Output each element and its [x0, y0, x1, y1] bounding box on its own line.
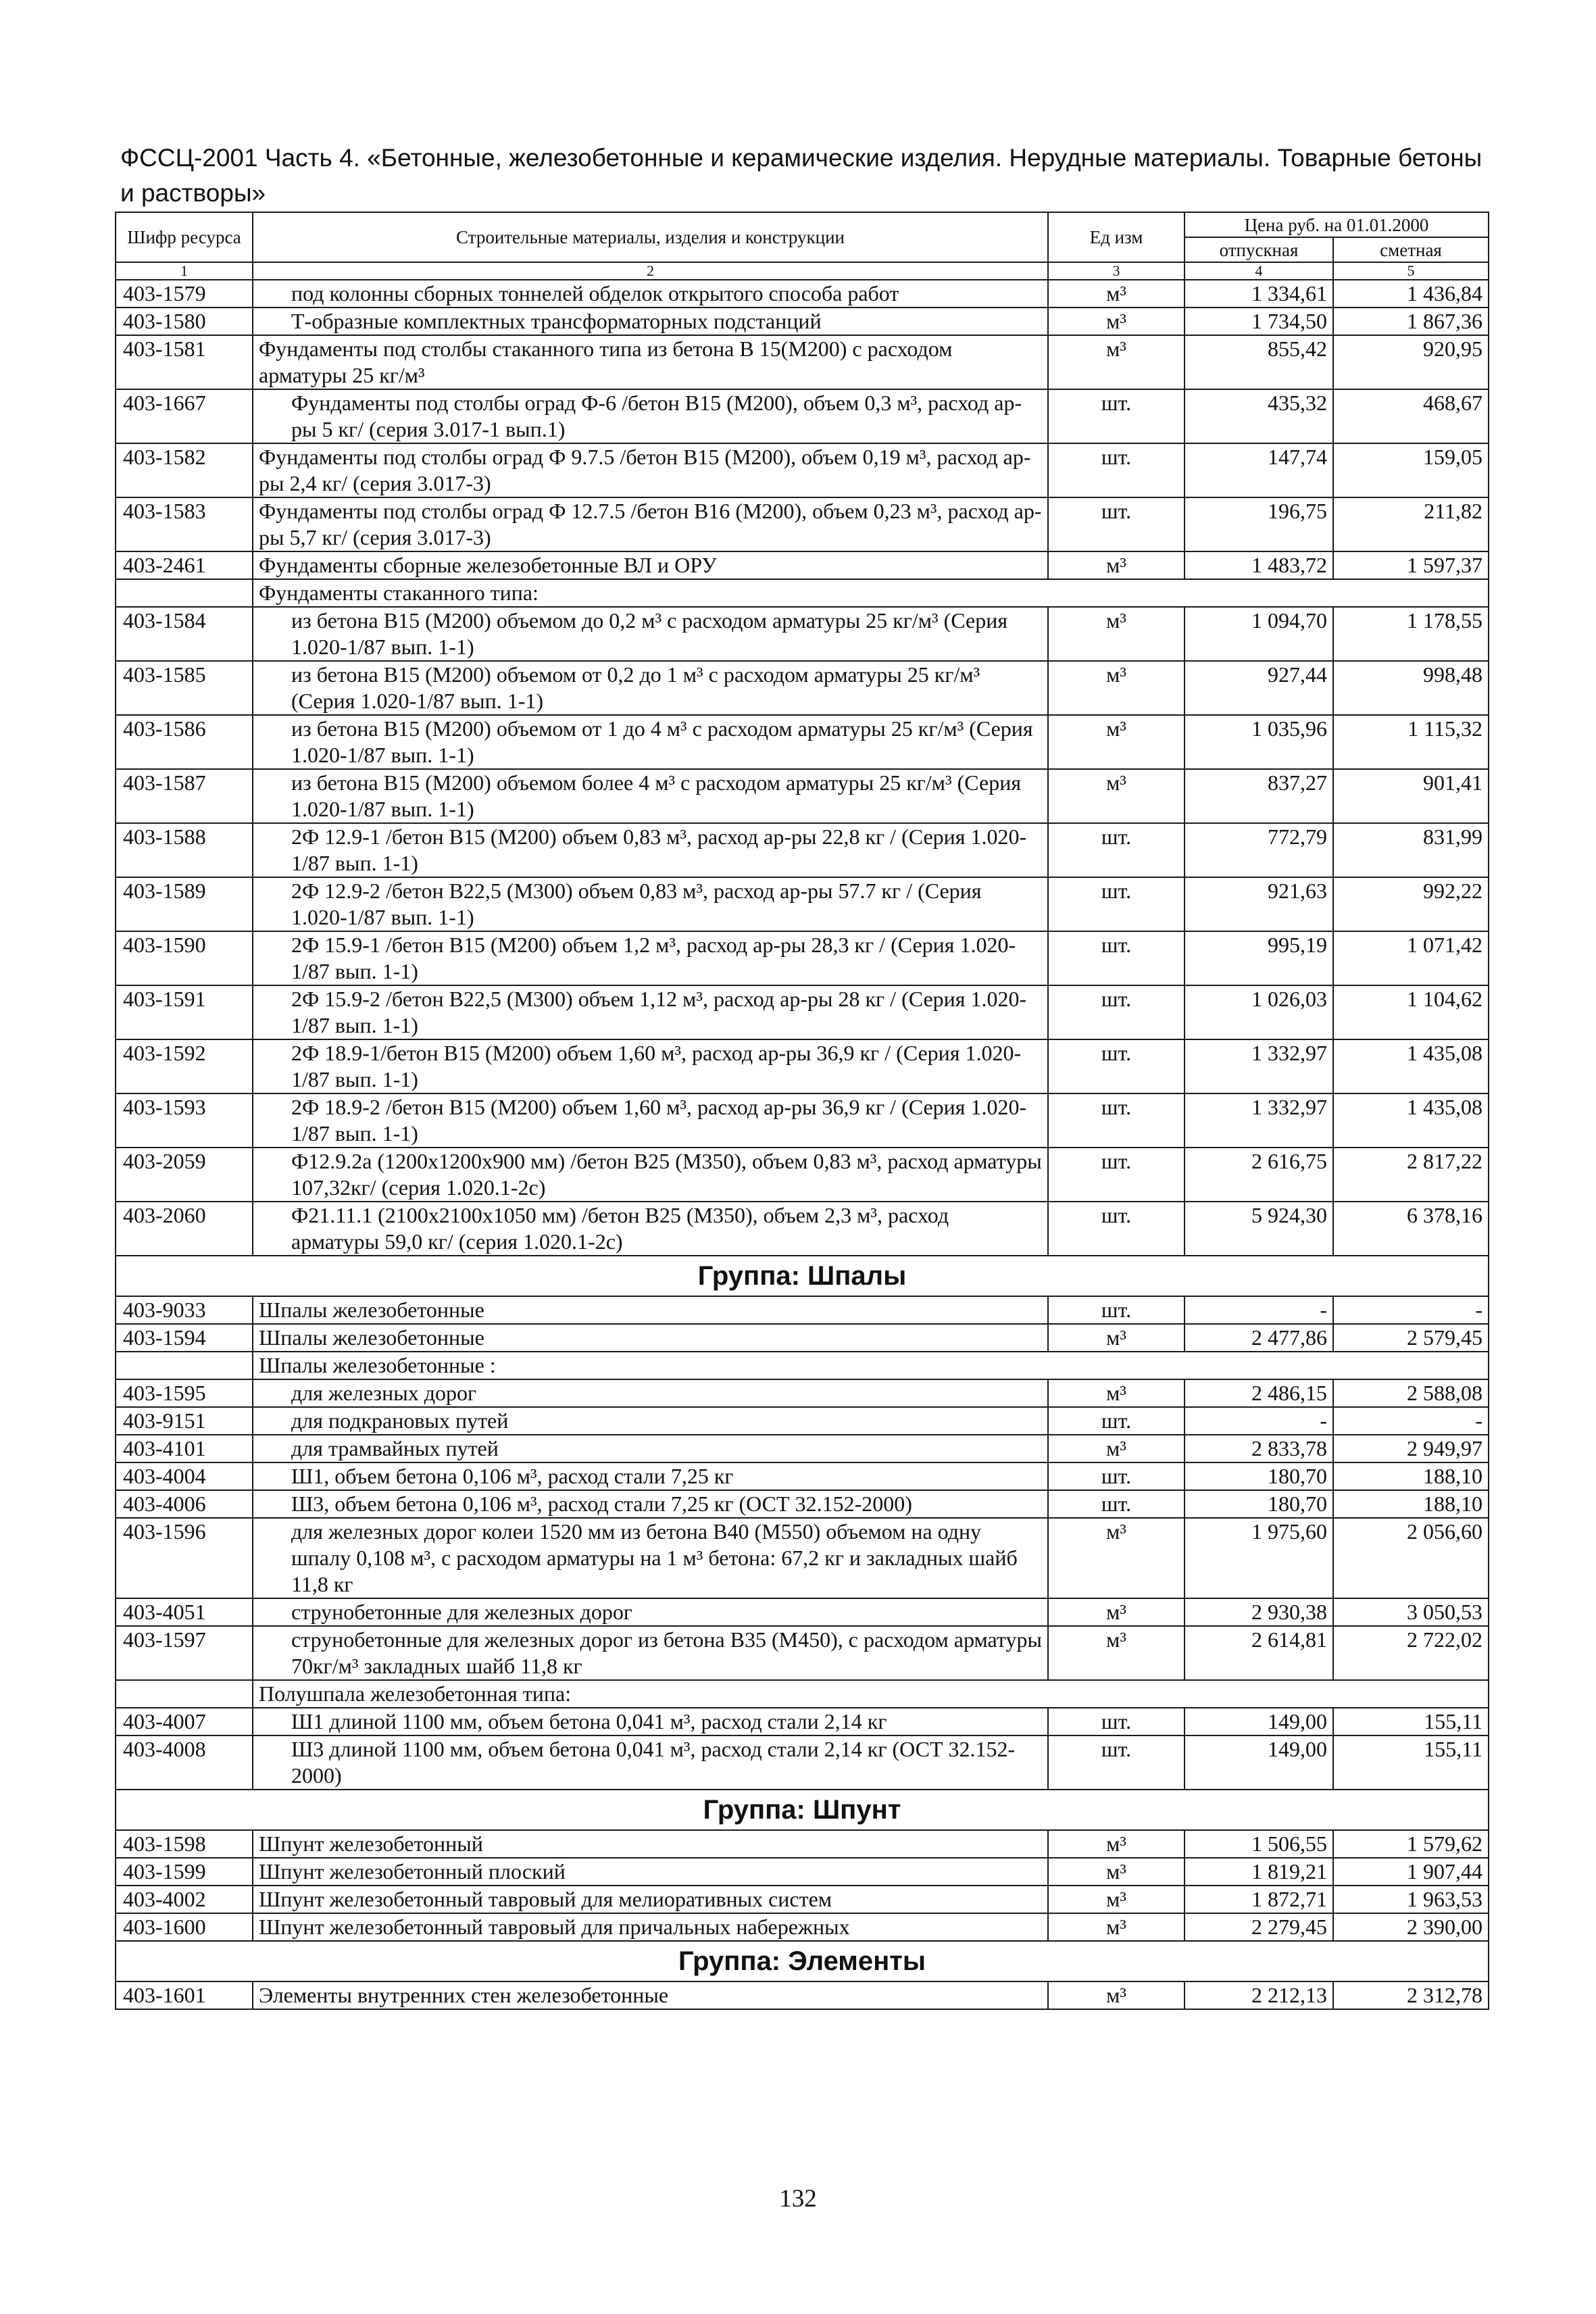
resource-code-cell: 403-1593: [116, 1093, 253, 1148]
resource-code-cell: 403-4007: [116, 1708, 253, 1736]
resource-code-cell: 403-1594: [116, 1324, 253, 1352]
material-name-cell: Ш3 длиной 1100 мм, объем бетона 0,041 м³, расход стали 2,14 кг (ОСТ 32.152-2000): [253, 1736, 1048, 1790]
group-heading: Группа: Шпалы: [116, 1256, 1489, 1296]
material-name-cell: Шпалы железобетонные: [253, 1324, 1048, 1352]
unit-cell: м³: [1048, 1913, 1184, 1941]
table-row: [116, 1039, 1489, 1093]
estimate-price-cell: 211,82: [1333, 497, 1489, 551]
subheading-row: [116, 579, 1489, 607]
estimate-price-cell: 6 378,16: [1333, 1202, 1489, 1256]
resource-code-cell: 403-1600: [116, 1913, 253, 1941]
unit-cell: м³: [1048, 607, 1184, 661]
estimate-price-cell: 1 597,37: [1333, 551, 1489, 579]
wholesale-price-cell: -: [1184, 1407, 1333, 1435]
unit-cell: шт.: [1048, 389, 1184, 443]
wholesale-price-cell: 2 212,13: [1184, 1981, 1333, 2009]
estimate-price-cell: 920,95: [1333, 335, 1489, 389]
material-name-cell: Шпунт железобетонный тавровый для мелиоративных систем: [253, 1886, 1048, 1913]
resource-code-cell: 403-1581: [116, 335, 253, 389]
table-row: [116, 1490, 1489, 1518]
subheading-text: Шпалы железобетонные :: [253, 1352, 1489, 1379]
material-name-cell: 2Ф 15.9-1 /бетон В15 (М200) объем 1,2 м³, расход ар-ры 28,3 кг / (Серия 1.020-1/87 вып. 1-1): [253, 931, 1048, 985]
unit-cell: м³: [1048, 1886, 1184, 1913]
resource-code-cell: 403-4051: [116, 1598, 253, 1626]
wholesale-price-cell: 1 332,97: [1184, 1093, 1333, 1148]
estimate-price-cell: 155,11: [1333, 1736, 1489, 1790]
wholesale-price-cell: 196,75: [1184, 497, 1333, 551]
estimate-price-cell: 901,41: [1333, 769, 1489, 823]
subheading-row: [116, 1352, 1489, 1379]
unit-cell: шт.: [1048, 877, 1184, 931]
resource-code-cell: 403-1580: [116, 307, 253, 335]
unit-cell: шт.: [1048, 443, 1184, 497]
wholesale-price-cell: 2 833,78: [1184, 1435, 1333, 1462]
unit-cell: шт.: [1048, 1462, 1184, 1490]
resource-code-cell: 403-4004: [116, 1462, 253, 1490]
estimate-price-cell: 1 115,32: [1333, 715, 1489, 769]
estimate-price-cell: 1 907,44: [1333, 1858, 1489, 1886]
resource-code-cell: 403-1598: [116, 1830, 253, 1858]
table-row: [116, 1626, 1489, 1680]
material-name-cell: Шпунт железобетонный плоский: [253, 1858, 1048, 1886]
table-row: [116, 443, 1489, 497]
table-body: [116, 280, 1489, 2009]
material-name-cell: для железных дорог: [253, 1379, 1048, 1407]
estimate-price-cell: 992,22: [1333, 877, 1489, 931]
estimate-price-cell: 2 722,02: [1333, 1626, 1489, 1680]
unit-cell: м³: [1048, 1858, 1184, 1886]
header-wholesale: отпускная: [1184, 237, 1333, 262]
resource-code-cell: 403-1588: [116, 823, 253, 877]
unit-cell: шт.: [1048, 1736, 1184, 1790]
unit-cell: м³: [1048, 280, 1184, 307]
price-table: [115, 212, 1489, 2010]
material-name-cell: из бетона В15 (М200) объемом от 1 до 4 м³ с расходом арматуры 25 кг/м³ (Серия 1.020-1/87 вып. 1-1): [253, 715, 1048, 769]
unit-cell: шт.: [1048, 1093, 1184, 1148]
table-row: [116, 607, 1489, 661]
unit-cell: м³: [1048, 661, 1184, 715]
estimate-price-cell: 1 104,62: [1333, 985, 1489, 1039]
table-row: [116, 1830, 1489, 1858]
resource-code-cell: 403-1585: [116, 661, 253, 715]
wholesale-price-cell: 927,44: [1184, 661, 1333, 715]
material-name-cell: из бетона В15 (М200) объемом до 0,2 м³ с расходом арматуры 25 кг/м³ (Серия 1.020-1/87 вып. 1-1): [253, 607, 1048, 661]
material-name-cell: из бетона В15 (М200) объемом более 4 м³ с расходом арматуры 25 кг/м³ (Серия 1.020-1/87 вып. 1-1): [253, 769, 1048, 823]
wholesale-price-cell: 995,19: [1184, 931, 1333, 985]
subheading-row: [116, 1680, 1489, 1708]
table-row: [116, 280, 1489, 307]
resource-code-cell: 403-1597: [116, 1626, 253, 1680]
unit-cell: м³: [1048, 1626, 1184, 1680]
table-row: [116, 389, 1489, 443]
material-name-cell: для трамвайных путей: [253, 1435, 1048, 1462]
unit-cell: шт.: [1048, 931, 1184, 985]
material-name-cell: Шпалы железобетонные: [253, 1296, 1048, 1324]
unit-cell: м³: [1048, 1981, 1184, 2009]
wholesale-price-cell: 5 924,30: [1184, 1202, 1333, 1256]
table-row: [116, 661, 1489, 715]
unit-cell: м³: [1048, 769, 1184, 823]
unit-cell: м³: [1048, 1518, 1184, 1598]
table-row: [116, 1202, 1489, 1256]
table-row: [116, 823, 1489, 877]
resource-code-cell: 403-2060: [116, 1202, 253, 1256]
wholesale-price-cell: 2 486,15: [1184, 1379, 1333, 1407]
estimate-price-cell: -: [1333, 1407, 1489, 1435]
resource-code-cell: 403-1599: [116, 1858, 253, 1886]
wholesale-price-cell: 1 819,21: [1184, 1858, 1333, 1886]
table-row: [116, 1858, 1489, 1886]
group-heading-row: [116, 1790, 1489, 1830]
resource-code-cell: 403-1601: [116, 1981, 253, 2009]
estimate-price-cell: 2 949,97: [1333, 1435, 1489, 1462]
estimate-price-cell: 2 390,00: [1333, 1913, 1489, 1941]
resource-code-cell: 403-1596: [116, 1518, 253, 1598]
table-row: [116, 1518, 1489, 1598]
table-row: [116, 1462, 1489, 1490]
resource-code-cell: 403-1590: [116, 931, 253, 985]
material-name-cell: под колонны сборных тоннелей обделок открытого способа работ: [253, 280, 1048, 307]
material-name-cell: Ш3, объем бетона 0,106 м³, расход стали 7,25 кг (ОСТ 32.152-2000): [253, 1490, 1048, 1518]
material-name-cell: Элементы внутренних стен железобетонные: [253, 1981, 1048, 2009]
unit-cell: м³: [1048, 715, 1184, 769]
table-row: [116, 877, 1489, 931]
table-row: [116, 931, 1489, 985]
resource-code-cell: 403-1579: [116, 280, 253, 307]
wholesale-price-cell: 1 734,50: [1184, 307, 1333, 335]
wholesale-price-cell: 1 334,61: [1184, 280, 1333, 307]
wholesale-price-cell: 1 026,03: [1184, 985, 1333, 1039]
table-row: [116, 307, 1489, 335]
table-row: [116, 1296, 1489, 1324]
wholesale-price-cell: 149,00: [1184, 1708, 1333, 1736]
estimate-price-cell: 1 579,62: [1333, 1830, 1489, 1858]
unit-cell: шт.: [1048, 1490, 1184, 1518]
table-row: [116, 1379, 1489, 1407]
material-name-cell: 2Ф 15.9-2 /бетон В22,5 (М300) объем 1,12 м³, расход ар-ры 28 кг / (Серия 1.020-1/87 вып. 1-1): [253, 985, 1048, 1039]
material-name-cell: Шпунт железобетонный тавровый для причальных набережных: [253, 1913, 1048, 1941]
empty-cell: [116, 1680, 253, 1708]
wholesale-price-cell: 1 975,60: [1184, 1518, 1333, 1598]
unit-cell: шт.: [1048, 823, 1184, 877]
header-code: Шифр ресурса: [116, 212, 253, 262]
material-name-cell: для подкрановых путей: [253, 1407, 1048, 1435]
wholesale-price-cell: 1 506,55: [1184, 1830, 1333, 1858]
table-row: [116, 769, 1489, 823]
wholesale-price-cell: 855,42: [1184, 335, 1333, 389]
wholesale-price-cell: 772,79: [1184, 823, 1333, 877]
empty-cell: [116, 579, 253, 607]
unit-cell: шт.: [1048, 1202, 1184, 1256]
resource-code-cell: 403-1582: [116, 443, 253, 497]
material-name-cell: Фундаменты под столбы стаканного типа из бетона В 15(М200) с расходом арматуры 25 кг/м³: [253, 335, 1048, 389]
unit-cell: шт.: [1048, 1407, 1184, 1435]
table-row: [116, 1981, 1489, 2009]
material-name-cell: Ш1 длиной 1100 мм, объем бетона 0,041 м³, расход стали 2,14 кг: [253, 1708, 1048, 1736]
header-price: Цена руб. на 01.01.2000: [1184, 212, 1489, 237]
estimate-price-cell: 188,10: [1333, 1490, 1489, 1518]
estimate-price-cell: 1 071,42: [1333, 931, 1489, 985]
group-heading: Группа: Элементы: [116, 1941, 1489, 1981]
wholesale-price-cell: 2 930,38: [1184, 1598, 1333, 1626]
unit-cell: м³: [1048, 551, 1184, 579]
estimate-price-cell: 1 435,08: [1333, 1039, 1489, 1093]
group-heading-row: [116, 1941, 1489, 1981]
estimate-price-cell: 998,48: [1333, 661, 1489, 715]
table-row: [116, 1598, 1489, 1626]
resource-code-cell: 403-4008: [116, 1736, 253, 1790]
estimate-price-cell: 188,10: [1333, 1462, 1489, 1490]
page-number: 132: [779, 2185, 817, 2213]
resource-code-cell: 403-1667: [116, 389, 253, 443]
wholesale-price-cell: 837,27: [1184, 769, 1333, 823]
material-name-cell: Фундаменты под столбы оград Ф 12.7.5 /бетон В16 (М200), объем 0,23 м³, расход ар-ры 5,7 кг/ (серия 3.017-3): [253, 497, 1048, 551]
resource-code-cell: 403-1586: [116, 715, 253, 769]
material-name-cell: Ф21.11.1 (2100х2100х1050 мм) /бетон В25 (М350), объем 2,3 м³, расход арматуры 59,0 кг/ (серия 1.020.1-2с): [253, 1202, 1048, 1256]
table-row: [116, 335, 1489, 389]
estimate-price-cell: 2 579,45: [1333, 1324, 1489, 1352]
estimate-price-cell: 1 435,08: [1333, 1093, 1489, 1148]
material-name-cell: Шпунт железобетонный: [253, 1830, 1048, 1858]
estimate-price-cell: 1 867,36: [1333, 307, 1489, 335]
wholesale-price-cell: 180,70: [1184, 1462, 1333, 1490]
material-name-cell: Фундаменты сборные железобетонные ВЛ и ОРУ: [253, 551, 1048, 579]
table-row: [116, 1407, 1489, 1435]
estimate-price-cell: 1 963,53: [1333, 1886, 1489, 1913]
table-row: [116, 1148, 1489, 1202]
table-row: [116, 497, 1489, 551]
estimate-price-cell: 1 178,55: [1333, 607, 1489, 661]
table-row: [116, 1708, 1489, 1736]
empty-cell: [116, 1352, 253, 1379]
table-row: [116, 1324, 1489, 1352]
estimate-price-cell: 159,05: [1333, 443, 1489, 497]
unit-cell: м³: [1048, 1324, 1184, 1352]
estimate-price-cell: 2 312,78: [1333, 1981, 1489, 2009]
estimate-price-cell: 1 436,84: [1333, 280, 1489, 307]
unit-cell: шт.: [1048, 1708, 1184, 1736]
wholesale-price-cell: 149,00: [1184, 1736, 1333, 1790]
material-name-cell: из бетона В15 (М200) объемом от 0,2 до 1 м³ с расходом арматуры 25 кг/м³ (Серия 1.020-1/87 вып. 1-1): [253, 661, 1048, 715]
estimate-price-cell: 2 056,60: [1333, 1518, 1489, 1598]
resource-code-cell: 403-4006: [116, 1490, 253, 1518]
header-unit: Ед изм: [1048, 212, 1184, 262]
resource-code-cell: 403-9033: [116, 1296, 253, 1324]
estimate-price-cell: 155,11: [1333, 1708, 1489, 1736]
unit-cell: м³: [1048, 335, 1184, 389]
unit-cell: шт.: [1048, 1296, 1184, 1324]
subheading-text: Фундаменты стаканного типа:: [253, 579, 1489, 607]
unit-cell: м³: [1048, 1435, 1184, 1462]
wholesale-price-cell: 2 616,75: [1184, 1148, 1333, 1202]
wholesale-price-cell: 2 279,45: [1184, 1913, 1333, 1941]
estimate-price-cell: 2 817,22: [1333, 1148, 1489, 1202]
subheading-text: Полушпала железобетонная типа:: [253, 1680, 1489, 1708]
table-row: [116, 1886, 1489, 1913]
material-name-cell: 2Ф 18.9-2 /бетон В15 (М200) объем 1,60 м³, расход ар-ры 36,9 кг / (Серия 1.020-1/87 вып. 1-1): [253, 1093, 1048, 1148]
wholesale-price-cell: 1 483,72: [1184, 551, 1333, 579]
unit-cell: шт.: [1048, 1148, 1184, 1202]
material-name-cell: 2Ф 12.9-1 /бетон В15 (М200) объем 0,83 м³, расход ар-ры 22,8 кг / (Серия 1.020-1/87 вып. 1-1): [253, 823, 1048, 877]
material-name-cell: Т-образные комплектных трансформаторных подстанций: [253, 307, 1048, 335]
header-col-number: 5: [1333, 262, 1489, 280]
header-name: Строительные материалы, изделия и конструкции: [253, 212, 1048, 262]
wholesale-price-cell: 1 332,97: [1184, 1039, 1333, 1093]
group-heading-row: [116, 1256, 1489, 1296]
header-col-number: 2: [253, 262, 1048, 280]
wholesale-price-cell: 1 094,70: [1184, 607, 1333, 661]
material-name-cell: струнобетонные для железных дорог из бетона В35 (М450), с расходом арматуры 70кг/м³ закладных шайб 11,8 кг: [253, 1626, 1048, 1680]
material-name-cell: струнобетонные для железных дорог: [253, 1598, 1048, 1626]
wholesale-price-cell: 180,70: [1184, 1490, 1333, 1518]
wholesale-price-cell: -: [1184, 1296, 1333, 1324]
wholesale-price-cell: 2 477,86: [1184, 1324, 1333, 1352]
header-estimate: сметная: [1333, 237, 1489, 262]
estimate-price-cell: 3 050,53: [1333, 1598, 1489, 1626]
table-row: [116, 1435, 1489, 1462]
wholesale-price-cell: 1 035,96: [1184, 715, 1333, 769]
wholesale-price-cell: 1 872,71: [1184, 1886, 1333, 1913]
wholesale-price-cell: 435,32: [1184, 389, 1333, 443]
table-row: [116, 1093, 1489, 1148]
resource-code-cell: 403-9151: [116, 1407, 253, 1435]
unit-cell: м³: [1048, 1379, 1184, 1407]
unit-cell: м³: [1048, 1598, 1184, 1626]
unit-cell: шт.: [1048, 1039, 1184, 1093]
resource-code-cell: 403-4101: [116, 1435, 253, 1462]
table-row: [116, 1736, 1489, 1790]
resource-code-cell: 403-1589: [116, 877, 253, 931]
resource-code-cell: 403-1584: [116, 607, 253, 661]
resource-code-cell: 403-1591: [116, 985, 253, 1039]
document-title: ФССЦ-2001 Часть 4. «Бетонные, железобетонные и керамические изделия. Нерудные материалы. Товарные бетоны и растворы»: [120, 144, 1482, 207]
wholesale-price-cell: 2 614,81: [1184, 1626, 1333, 1680]
material-name-cell: 2Ф 18.9-1/бетон В15 (М200) объем 1,60 м³, расход ар-ры 36,9 кг / (Серия 1.020-1/87 вып. 1-1): [253, 1039, 1048, 1093]
group-heading: Группа: Шпунт: [116, 1790, 1489, 1830]
unit-cell: шт.: [1048, 985, 1184, 1039]
resource-code-cell: 403-1587: [116, 769, 253, 823]
unit-cell: шт.: [1048, 497, 1184, 551]
table-row: [116, 985, 1489, 1039]
estimate-price-cell: 831,99: [1333, 823, 1489, 877]
resource-code-cell: 403-1595: [116, 1379, 253, 1407]
resource-code-cell: 403-1583: [116, 497, 253, 551]
estimate-price-cell: 468,67: [1333, 389, 1489, 443]
wholesale-price-cell: 921,63: [1184, 877, 1333, 931]
table-row: [116, 715, 1489, 769]
material-name-cell: для железных дорог колеи 1520 мм из бетона В40 (М550) объемом на одну шпалу 0,108 м³, с расходом арматуры на 1 м³ бетона: 67,2 кг и закладных шайб 11,8 кг: [253, 1518, 1048, 1598]
resource-code-cell: 403-4002: [116, 1886, 253, 1913]
estimate-price-cell: -: [1333, 1296, 1489, 1324]
table-row: [116, 551, 1489, 579]
unit-cell: м³: [1048, 307, 1184, 335]
resource-code-cell: 403-2461: [116, 551, 253, 579]
header-col-number: 3: [1048, 262, 1184, 280]
header-col-number: 1: [116, 262, 253, 280]
material-name-cell: Ш1, объем бетона 0,106 м³, расход стали 7,25 кг: [253, 1462, 1048, 1490]
header-col-number: 4: [1184, 262, 1333, 280]
unit-cell: м³: [1048, 1830, 1184, 1858]
resource-code-cell: 403-2059: [116, 1148, 253, 1202]
material-name-cell: Фундаменты под столбы оград Ф-6 /бетон В15 (М200), объем 0,3 м³, расход ар-ры 5 кг/ (серия 3.017-1 вып.1): [253, 389, 1048, 443]
material-name-cell: Фундаменты под столбы оград Ф 9.7.5 /бетон В15 (М200), объем 0,19 м³, расход ар-ры 2,4 кг/ (серия 3.017-3): [253, 443, 1048, 497]
wholesale-price-cell: 147,74: [1184, 443, 1333, 497]
table-row: [116, 1913, 1489, 1941]
estimate-price-cell: 2 588,08: [1333, 1379, 1489, 1407]
material-name-cell: 2Ф 12.9-2 /бетон В22,5 (М300) объем 0,83 м³, расход ар-ры 57.7 кг / (Серия 1.020-1/87 вып. 1-1): [253, 877, 1048, 931]
resource-code-cell: 403-1592: [116, 1039, 253, 1093]
material-name-cell: Ф12.9.2а (1200х1200х900 мм) /бетон В25 (М350), объем 0,83 м³, расход арматуры 107,32кг/ (серия 1.020.1-2с): [253, 1148, 1048, 1202]
